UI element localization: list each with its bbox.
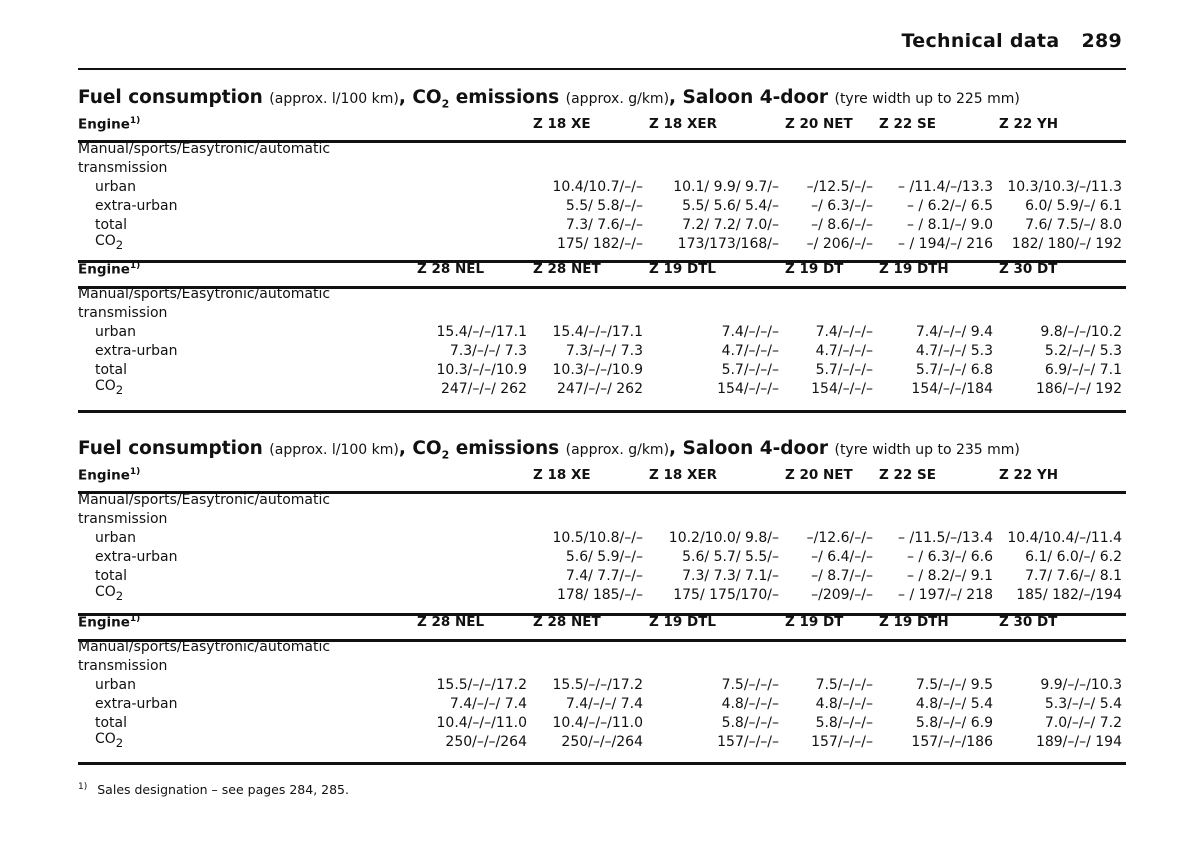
table-cell: –/12.6/–/– xyxy=(806,530,873,546)
table-cell: – / 8.1/–/ 9.0 xyxy=(906,217,993,233)
table-cell: 5.5/ 5.6/ 5.4/– xyxy=(682,198,779,214)
table-cell xyxy=(417,233,533,252)
engine-header-row xyxy=(78,255,1128,277)
engine-name: Z 22 SE xyxy=(879,467,936,483)
table-cell: 10.2/10.0/ 9.8/– xyxy=(668,530,779,546)
engine-name: Z 19 DTH xyxy=(879,261,949,277)
row-label: total xyxy=(95,715,128,731)
table-row xyxy=(78,693,1128,712)
fuel-table xyxy=(78,608,1128,750)
engine-name: Z 19 DTL xyxy=(649,614,716,630)
table-cell: – / 194/–/ 216 xyxy=(898,236,993,252)
table-cell: 247/–/–/ 262 xyxy=(556,381,643,397)
table-cell: 10.4/–/–/11.0 xyxy=(436,715,527,731)
table-cell: – /11.5/–/13.4 xyxy=(898,530,993,546)
table-cell: 157/–/–/– xyxy=(717,734,779,750)
transmission-label-2: transmission xyxy=(78,658,168,674)
table-cell: 247/–/–/ 262 xyxy=(440,381,527,397)
table-cell: 7.7/ 7.6/–/ 8.1 xyxy=(1025,568,1122,584)
table-cell xyxy=(417,214,533,233)
row-label: urban xyxy=(95,530,136,546)
engine-name: Z 28 NEL xyxy=(417,261,485,277)
table-row xyxy=(78,584,1128,603)
table-row xyxy=(78,378,1128,397)
engine-name: Z 18 XE xyxy=(533,116,591,132)
table-cell: 10.3/–/–/10.9 xyxy=(436,362,527,378)
table-cell: 189/–/–/ 194 xyxy=(1035,734,1122,750)
table-cell: –/ 6.3/–/– xyxy=(811,198,873,214)
engine-name: Z 19 DT xyxy=(785,261,844,277)
engine-name: Z 18 XER xyxy=(649,467,718,483)
table-cell: 186/–/–/ 192 xyxy=(1035,381,1122,397)
table-cell: –/12.5/–/– xyxy=(806,179,873,195)
table-cell: 6.1/ 6.0/–/ 6.2 xyxy=(1025,549,1122,565)
table-cell: 7.4/–/–/– xyxy=(815,324,873,340)
table-cell: 173/173/168/– xyxy=(677,236,779,252)
fuel-table xyxy=(78,255,1128,397)
engine-name: Z 20 NET xyxy=(785,116,853,132)
table-cell: 15.5/–/–/17.2 xyxy=(436,677,527,693)
row-label: extra-urban xyxy=(95,343,178,359)
table-row xyxy=(78,176,1128,195)
table-cell: – / 6.3/–/ 6.6 xyxy=(906,549,993,565)
table-cell: 4.7/–/–/– xyxy=(721,343,779,359)
table-cell: 15.4/–/–/17.1 xyxy=(436,324,527,340)
section-title: Fuel consumption (approx. l/100 km), $CO_2$ emissions (approx. g/km), Saloon 4-door (tyre width up to 235 mm) xyxy=(78,438,1020,462)
table-cell: 7.6/ 7.5/–/ 8.0 xyxy=(1025,217,1122,233)
transmission-label-2: transmission xyxy=(78,511,168,527)
table-row xyxy=(78,565,1128,584)
row-label: urban xyxy=(95,179,136,195)
engine-header-row xyxy=(78,461,1128,483)
engine-rule xyxy=(78,286,1126,289)
table-cell: 4.8/–/–/– xyxy=(815,696,873,712)
table-cell: –/ 8.6/–/– xyxy=(811,217,873,233)
engine-name: Z 19 DTH xyxy=(879,614,949,630)
footnote xyxy=(78,782,349,797)
table-cell: 10.3/10.3/–/11.3 xyxy=(1007,179,1122,195)
table-cell: 7.3/ 7.3/ 7.1/– xyxy=(682,568,779,584)
table-cell: 9.8/–/–/10.2 xyxy=(1040,324,1122,340)
table-cell: 250/–/–/264 xyxy=(445,734,527,750)
table-cell: 182/ 180/–/ 192 xyxy=(1011,236,1122,252)
transmission-label-2: transmission xyxy=(78,305,168,321)
table-cell: 10.4/10.4/–/11.4 xyxy=(1007,530,1122,546)
table-cell: –/ 206/–/– xyxy=(806,236,873,252)
table-row xyxy=(78,214,1128,233)
table-row xyxy=(78,195,1128,214)
table-cell: 7.4/–/–/ 7.4 xyxy=(449,696,527,712)
row-label: $CO_2$ xyxy=(95,731,124,750)
engine-name: Z 22 YH xyxy=(999,116,1059,132)
table-cell: 5.7/–/–/– xyxy=(721,362,779,378)
table-cell: 4.8/–/–/ 5.4 xyxy=(915,696,993,712)
engine-name: Z 18 XER xyxy=(649,116,718,132)
row-label: total xyxy=(95,217,128,233)
table-cell: – / 197/–/ 218 xyxy=(898,587,993,603)
table-cell: 15.5/–/–/17.2 xyxy=(552,677,643,693)
table-cell: 10.4/–/–/11.0 xyxy=(552,715,643,731)
table-cell: 7.0/–/–/ 7.2 xyxy=(1044,715,1122,731)
table-row xyxy=(78,674,1128,693)
table-cell: – /11.4/–/13.3 xyxy=(898,179,993,195)
row-label: extra-urban xyxy=(95,549,178,565)
table-cell: 157/–/–/186 xyxy=(911,734,993,750)
row-label: urban xyxy=(95,324,136,340)
table-cell: 9.9/–/–/10.3 xyxy=(1040,677,1122,693)
fuel-table xyxy=(78,110,1128,252)
table-bottom-rule xyxy=(78,410,1126,413)
table-cell: 154/–/–/184 xyxy=(911,381,993,397)
engine-name: Z 28 NET xyxy=(533,261,601,277)
table-cell: 4.7/–/–/– xyxy=(815,343,873,359)
engine-name: Z 30 DT xyxy=(999,614,1058,630)
table-cell: 5.8/–/–/ 6.9 xyxy=(915,715,993,731)
engine-name: Z 20 NET xyxy=(785,467,853,483)
table-cell: – / 8.2/–/ 9.1 xyxy=(906,568,993,584)
transmission-label-1: Manual/sports/Easytronic/automatic xyxy=(78,141,331,157)
transmission-label-2: transmission xyxy=(78,160,168,176)
table-cell: 5.7/–/–/ 6.8 xyxy=(915,362,993,378)
engine-label: Engine$^{1)}$ xyxy=(78,115,141,132)
table-cell xyxy=(417,584,533,603)
table-cell: 185/ 182/–/194 xyxy=(1016,587,1122,603)
table-cell: 10.4/10.7/–/– xyxy=(552,179,643,195)
table-cell: 4.8/–/–/– xyxy=(721,696,779,712)
table-cell: 5.6/ 5.7/ 5.5/– xyxy=(682,549,779,565)
row-label: $CO_2$ xyxy=(95,378,124,397)
table-cell: 175/ 175/170/– xyxy=(673,587,779,603)
table-cell: – / 6.2/–/ 6.5 xyxy=(906,198,993,214)
table-cell: 157/–/–/– xyxy=(811,734,873,750)
table-cell: 15.4/–/–/17.1 xyxy=(552,324,643,340)
table-cell: 7.4/–/–/ 7.4 xyxy=(565,696,643,712)
row-label: $CO_2$ xyxy=(95,584,124,603)
transmission-label-1: Manual/sports/Easytronic/automatic xyxy=(78,639,331,655)
table-row xyxy=(78,321,1128,340)
table-cell: 7.4/–/–/ 9.4 xyxy=(915,324,993,340)
engine-label: Engine$^{1)}$ xyxy=(78,260,141,277)
table-cell: –/ 8.7/–/– xyxy=(811,568,873,584)
table-cell: 5.2/–/–/ 5.3 xyxy=(1044,343,1122,359)
table-cell: 7.3/–/–/ 7.3 xyxy=(565,343,643,359)
engine-header-row xyxy=(78,608,1128,630)
footnote-text: Sales designation – see pages 284, 285. xyxy=(97,782,349,798)
table-bottom-rule xyxy=(78,762,1126,765)
engine-header-row xyxy=(78,110,1128,132)
row-label: $CO_2$ xyxy=(95,233,124,252)
page-number: 289 xyxy=(1081,30,1122,52)
table-row xyxy=(78,359,1128,378)
engine-name: Z 28 NEL xyxy=(417,614,485,630)
table-cell: 7.4/ 7.7/–/– xyxy=(565,568,643,584)
table-row xyxy=(78,731,1128,750)
engine-name: Z 18 XE xyxy=(533,467,591,483)
table-row xyxy=(78,527,1128,546)
row-label: urban xyxy=(95,677,136,693)
table-cell: 154/–/–/– xyxy=(717,381,779,397)
table-cell: 7.4/–/–/– xyxy=(721,324,779,340)
engine-name: Z 19 DT xyxy=(785,614,844,630)
row-label: extra-urban xyxy=(95,198,178,214)
table-cell: 5.3/–/–/ 5.4 xyxy=(1044,696,1122,712)
table-row xyxy=(78,712,1128,731)
table-cell xyxy=(417,546,533,565)
table-cell: 7.5/–/–/– xyxy=(721,677,779,693)
engine-label: Engine$^{1)}$ xyxy=(78,466,141,483)
row-label: total xyxy=(95,568,128,584)
table-cell: 4.7/–/–/ 5.3 xyxy=(915,343,993,359)
table-row xyxy=(78,233,1128,252)
table-cell: –/ 6.4/–/– xyxy=(811,549,873,565)
table-cell xyxy=(417,527,533,546)
table-cell: 7.3/–/–/ 7.3 xyxy=(449,343,527,359)
table-cell: 10.1/ 9.9/ 9.7/– xyxy=(673,179,779,195)
table-cell: 6.9/–/–/ 7.1 xyxy=(1044,362,1122,378)
fuel-table xyxy=(78,461,1128,603)
engine-name: Z 22 YH xyxy=(999,467,1059,483)
table-cell xyxy=(417,176,533,195)
table-cell: –/209/–/– xyxy=(811,587,873,603)
engine-name: Z 22 SE xyxy=(879,116,936,132)
engine-name: Z 30 DT xyxy=(999,261,1058,277)
table-cell xyxy=(417,195,533,214)
engine-name xyxy=(417,461,533,483)
engine-rule xyxy=(78,140,1126,143)
engine-label: Engine$^{1)}$ xyxy=(78,613,141,630)
page-header xyxy=(902,30,1122,52)
transmission-label-1: Manual/sports/Easytronic/automatic xyxy=(78,492,331,508)
table-cell: 5.7/–/–/– xyxy=(815,362,873,378)
table-cell: 5.6/ 5.9/–/– xyxy=(565,549,643,565)
table-cell: 250/–/–/264 xyxy=(561,734,643,750)
engine-rule xyxy=(78,639,1126,642)
header-rule xyxy=(78,68,1126,70)
table-cell: 5.5/ 5.8/–/– xyxy=(565,198,643,214)
row-label: extra-urban xyxy=(95,696,178,712)
table-cell: 7.5/–/–/– xyxy=(815,677,873,693)
engine-rule xyxy=(78,491,1126,494)
table-row xyxy=(78,546,1128,565)
table-cell: 5.8/–/–/– xyxy=(721,715,779,731)
table-cell: 6.0/ 5.9/–/ 6.1 xyxy=(1025,198,1122,214)
footnote-mark: 1) xyxy=(78,782,88,792)
section-title: Fuel consumption (approx. l/100 km), $CO_2$ emissions (approx. g/km), Saloon 4-door (tyre width up to 225 mm) xyxy=(78,87,1020,111)
transmission-label-1: Manual/sports/Easytronic/automatic xyxy=(78,286,331,302)
table-cell: 5.8/–/–/– xyxy=(815,715,873,731)
table-cell xyxy=(417,565,533,584)
table-row xyxy=(78,340,1128,359)
table-cell: 7.3/ 7.6/–/– xyxy=(565,217,643,233)
table-cell: 10.3/–/–/10.9 xyxy=(552,362,643,378)
table-cell: 154/–/–/– xyxy=(811,381,873,397)
table-cell: 7.5/–/–/ 9.5 xyxy=(915,677,993,693)
table-cell: 178/ 185/–/– xyxy=(556,587,643,603)
header-title: Technical data xyxy=(901,30,1060,52)
row-label: total xyxy=(95,362,128,378)
table-cell: 7.2/ 7.2/ 7.0/– xyxy=(682,217,779,233)
engine-name: Z 19 DTL xyxy=(649,261,716,277)
engine-name xyxy=(417,110,533,132)
engine-name: Z 28 NET xyxy=(533,614,601,630)
table-cell: 10.5/10.8/–/– xyxy=(552,530,643,546)
table-cell: 175/ 182/–/– xyxy=(556,236,643,252)
